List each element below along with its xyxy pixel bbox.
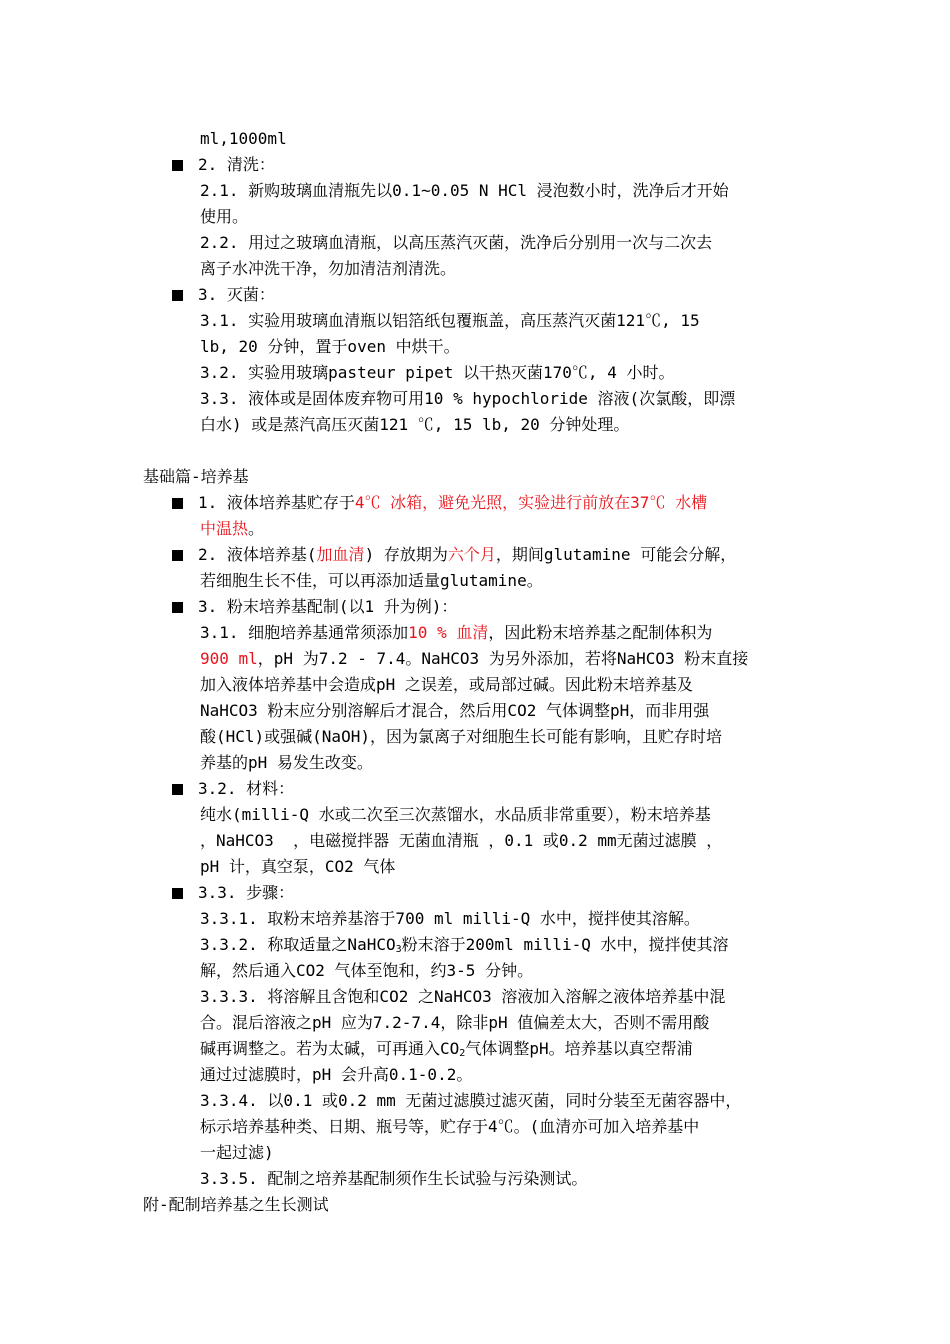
text-line: 使用。 [200, 207, 249, 226]
text-line: pH 计，真空泵，CO2 气体 [200, 857, 396, 876]
square-bullet-icon [172, 160, 183, 171]
subscript: 2 [459, 1048, 466, 1059]
text-line: lb, 20 分钟，置于oven 中烘干。 [200, 337, 460, 356]
text-line: 3.3.2. 称取适量之NaHCO$_3$粉末溶于200ml milli-Q 水中，搅拌使其溶 [200, 935, 729, 955]
text-line: 900 ml，pH 为7.2 - 7.4。NaHCO3 为另外添加，若将NaHCO3 粉末直接 [200, 649, 749, 668]
text-line: ，NaHCO3 ，电磁搅拌器 无菌血清瓶 ，0.1 或0.2 mm无菌过滤膜 ， [200, 831, 723, 850]
text-line: 一起过滤) [200, 1143, 274, 1162]
highlight-text: 4℃ 冰箱，避免光照，实验进行前放在37℃ 水槽 [354, 493, 708, 512]
text-line: 离子水冲洗干净，勿加清洁剂清洗。 [200, 259, 457, 278]
text-line: 碱再调整之。若为太碱，可再通入$CO_2$气体调整pH。培养基以真空帮浦 [200, 1039, 693, 1059]
text-line: 3.1. 细胞培养基通常须添加10 % 血清，因此粉末培养基之配制体积为 [200, 623, 713, 642]
chapter-heading-medium: 基础篇-培养基 [143, 467, 249, 486]
text-line: 3.3.4. 以0.1 或0.2 mm 无菌过滤膜过滤灭菌，同时分装至无菌容器中， [200, 1091, 742, 1110]
square-bullet-icon [172, 888, 183, 899]
square-bullet-icon [172, 602, 183, 613]
text-line: 合。混后溶液之pH 应为7.2-7.4，除非pH 值偏差太大，否则不需用酸 [200, 1013, 710, 1032]
text-line: 3.3.5. 配制之培养基配制须作生长试验与污染测试。 [200, 1169, 588, 1188]
text-line: 养基的pH 易发生改变。 [200, 753, 373, 772]
appendix-heading: 附-配制培养基之生长测试 [143, 1195, 329, 1214]
text-line: 酸(HCl)或强碱(NaOH)，因为氯离子对细胞生长可能有影响，且贮存时培 [200, 727, 722, 746]
highlight-text: 加血清 [316, 545, 365, 564]
text-line: 纯水(milli-Q 水或二次至三次蒸馏水，水品质非常重要），粉末培养基 [200, 805, 711, 824]
text-line: 3.3.3. 将溶解且含饱和CO2 之NaHCO3 溶液加入溶解之液体培养基中混 [200, 987, 726, 1006]
text-line: 3.3.1. 取粉末培养基溶于700 ml milli-Q 水中，搅拌使其溶解。 [200, 909, 700, 928]
text-line: 中温热。 [200, 519, 265, 538]
text-line: ml,1000ml [200, 129, 287, 148]
highlight-text: 六个月 [447, 545, 496, 564]
square-bullet-icon [172, 550, 183, 561]
text-line: 2.2. 用过之玻璃血清瓶，以高压蒸汽灭菌，洗净后分别用一次与二次去 [200, 233, 713, 252]
section-heading-sterilization: 3. 灭菌： [172, 282, 275, 308]
text-line: 通过过滤膜时，pH 会升高0.1-0.2。 [200, 1065, 473, 1084]
highlight-text: 中温热 [200, 519, 249, 538]
square-bullet-icon [172, 498, 183, 509]
text-line: 若细胞生长不佳，可以再添加适量glutamine。 [200, 571, 543, 590]
highlight-text: 900 ml [200, 649, 258, 668]
section-heading-cleaning: 2. 清洗： [172, 152, 275, 178]
text-line: NaHCO3 粉末应分别溶解后才混合，然后用CO2 气体调整pH，而非用强 [200, 701, 710, 720]
list-item: 1. 液体培养基贮存于4℃ 冰箱，避免光照，实验进行前放在37℃ 水槽 [172, 490, 707, 516]
list-item: 3.2. 材料： [172, 776, 294, 802]
text-line: 加入液体培养基中会造成pH 之误差，或局部过碱。因此粉末培养基及 [200, 675, 693, 694]
list-item: 3.3. 步骤： [172, 880, 294, 906]
text-line: 解，然后通入CO2 气体至饱和，约3-5 分钟。 [200, 961, 534, 980]
text-line: 2.1. 新购玻璃血清瓶先以0.1~0.05 N HCl 浸泡数小时，洗净后才开始 [200, 181, 729, 200]
square-bullet-icon [172, 784, 183, 795]
square-bullet-icon [172, 290, 183, 301]
list-item: 2. 液体培养基(加血清) 存放期为六个月，期间glutamine 可能会分解， [172, 542, 736, 568]
subscript: 3 [395, 944, 402, 955]
text-line: 3.1. 实验用玻璃血清瓶以铝箔纸包覆瓶盖，高压蒸汽灭菌121℃, 15 [200, 311, 700, 330]
text-line: 标示培养基种类、日期、瓶号等，贮存于4℃。(血清亦可加入培养基中 [200, 1117, 700, 1136]
list-item: 3. 粉末培养基配制(以1 升为例)： [172, 594, 457, 620]
text-line: 3.2. 实验用玻璃pasteur pipet 以干热灭菌170℃, 4 小时。 [200, 363, 675, 382]
text-line: 3.3. 液体或是固体废弃物可用10 % hypochloride 溶液(次氯酸，即漂 [200, 389, 736, 408]
highlight-text: 10 % 血清 [408, 623, 489, 642]
text-line: 白水) 或是蒸汽高压灭菌121 ℃, 15 lb, 20 分钟处理。 [200, 415, 630, 434]
